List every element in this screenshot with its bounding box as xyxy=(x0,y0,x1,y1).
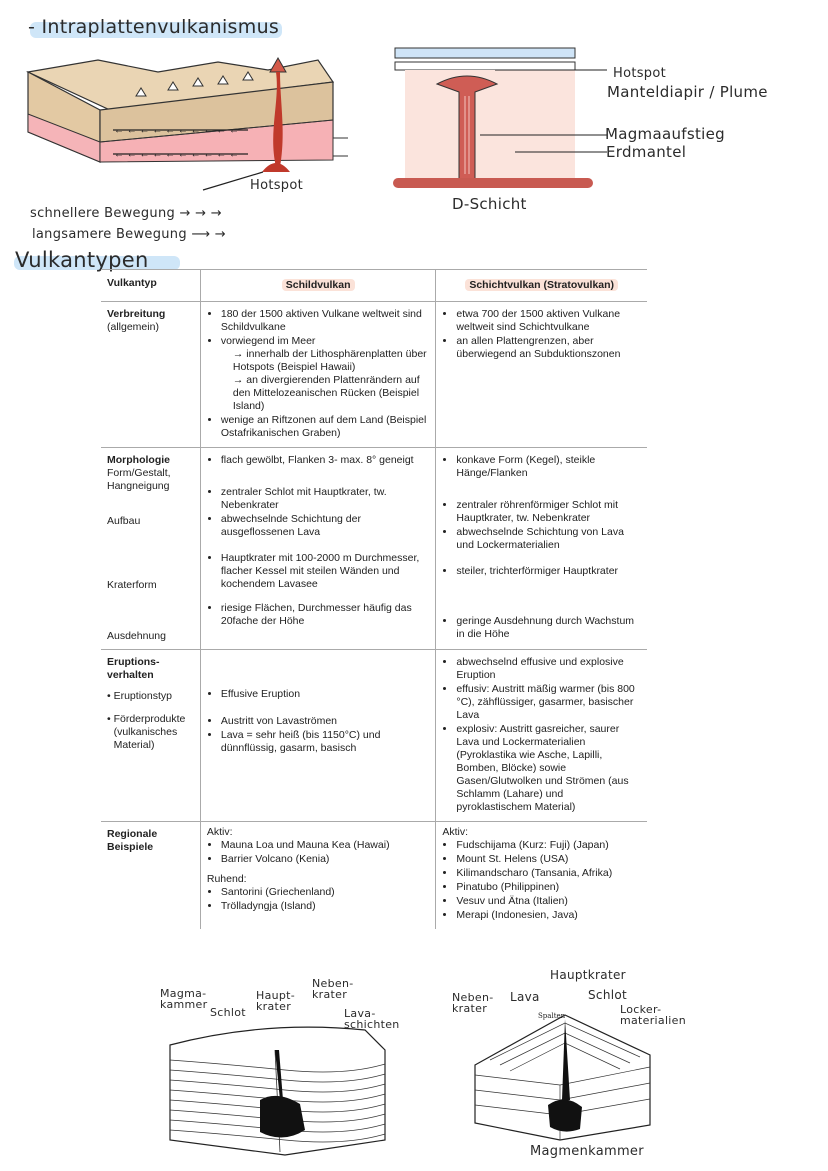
row-beispiele xyxy=(101,822,647,930)
list-item: • Pinatubo (Philippinen) xyxy=(456,881,641,894)
aktiv-label: Aktiv: xyxy=(442,826,469,838)
plume-diagram xyxy=(385,40,615,200)
d-layer-label: D-Schicht xyxy=(452,195,527,213)
row-eruption: Eruptions-verhalten • Eruptionstyp • Förderprodukte (vulkanisches Material) • Effusive Eruption • Austritt von Lavaströmen • Lava = sehr heiß (bis 1150°C) und dünnflüssig, gasarm, basisch • abwechselnd effusive und explosive Eruption • effusiv: Austritt mäßig warmer (bis 800 °C), zähflüssiger, gasarmer, basischer Lava • explosiv: Austritt gasreicher, saurer Lava und Lockermaterialien (Pyroklastika wie Asche, Lapilli, Bomben, Blöcke) sowie Gasen/Glutwolken und Strömen (aus Schlamm (Lahare) und pyroklastischem Material) xyxy=(101,650,647,822)
list-item: vorwiegend im Meer xyxy=(220,335,316,347)
list-item: • Merapi (Indonesien, Java) xyxy=(456,909,641,922)
strato-label-neben: Neben-krater xyxy=(452,991,494,1015)
list-item: • Santorini (Griechenland) xyxy=(221,886,430,899)
strato-label-magma: Magmenkammer xyxy=(530,1144,644,1159)
svg-text:← ← ← ← ← ← ← ← ← ←: ← ← ← ← ← ← ← ← ← ← xyxy=(114,125,240,136)
hotspot-block-diagram xyxy=(18,42,358,202)
header-schichtvulkan: Schichtvulkan (Stratovulkan) xyxy=(465,279,618,291)
strato-label-locker: Locker-materialien xyxy=(620,1003,687,1027)
table-header-row xyxy=(101,270,647,302)
list-item: • Barrier Volcano (Kenia) xyxy=(221,853,430,866)
svg-text:← ← ← ← ← ← ← ← ← ←: ← ← ← ← ← ← ← ← ← ← xyxy=(114,149,240,160)
list-item: • wenige an Riftzonen auf dem Land (Beispiel Ostafrikanischen Graben) xyxy=(221,414,430,440)
plume-label-mantel: Erdmantel xyxy=(606,143,687,161)
list-item: • abwechselnde Schichtung der ausgeflossenen Lava xyxy=(221,513,430,539)
list-item: • zentraler Schlot mit Hauptkrater, tw. Nebenkrater xyxy=(221,486,430,512)
plume-label-plume: Manteldiapir / Plume xyxy=(607,83,768,101)
vulkantypen-table xyxy=(101,269,647,929)
list-item: → an divergierenden Plattenrändern auf den Mittelozeanischen Rücken (Beispiel Island) xyxy=(232,374,420,412)
list-item: • flach gewölbt, Flanken 3- max. 8° geneigt xyxy=(221,454,430,467)
label-aufbau: Aufbau xyxy=(107,515,141,527)
shield-volcano-sketch xyxy=(165,1020,395,1160)
row-morphologie xyxy=(101,448,647,650)
row-verbreitung xyxy=(101,302,647,448)
list-item: • Austritt von Lavaströmen xyxy=(221,715,430,728)
strato-label-spalten: Spalten xyxy=(538,1012,566,1020)
label-eruptionstyp: Eruptionstyp xyxy=(113,690,172,702)
list-item: • etwa 700 der 1500 aktiven Vulkane weltweit sind Schichtvulkane xyxy=(456,308,641,334)
list-item: • 180 der 1500 aktiven Vulkane weltweit sind Schildvulkane xyxy=(221,308,430,334)
list-item: → innerhalb der Lithosphärenplatten über Hotspots (Beispiel Hawaii) xyxy=(232,348,427,373)
label-kraterform: Kraterform xyxy=(107,579,157,591)
list-item: • Vesuv und Ätna (Italien) xyxy=(456,895,641,908)
list-item: • geringe Ausdehnung durch Wachstum in die Höhe xyxy=(456,615,641,641)
list-item: • Kilimandscharo (Tansania, Afrika) xyxy=(456,867,641,880)
label-foerderprodukte: Förderprodukte (vulkanisches Material) xyxy=(113,713,186,751)
list-item: • Hauptkrater mit 100-2000 m Durchmesser, flacher Kessel mit steilen Wänden und kochendem Lavasee xyxy=(221,552,430,591)
label-beispiele: Regionale Beispiele xyxy=(107,828,158,853)
strato-label-lava: Lava xyxy=(510,990,540,1004)
list-item: • abwechselnd effusive und explosive Eruption xyxy=(456,656,641,682)
shield-label-haupt: Haupt-krater xyxy=(256,989,296,1013)
heading-vulkantypen: Vulkantypen xyxy=(15,248,149,272)
sublabel-verbreitung: (allgemein) xyxy=(107,321,159,333)
shield-label-schlot: Schlot xyxy=(210,1006,246,1019)
aktiv-label: Aktiv: xyxy=(206,826,233,838)
label-eruption: Eruptions-verhalten xyxy=(107,656,160,681)
list-item: • Mauna Loa und Mauna Kea (Hawai) xyxy=(221,839,430,852)
list-item: • steiler, trichterförmiger Hauptkrater xyxy=(456,565,641,578)
list-item: • Mount St. Helens (USA) xyxy=(456,853,641,866)
strato-label-schlot: Schlot xyxy=(588,988,628,1002)
header-schildvulkan: Schildvulkan xyxy=(282,279,355,291)
list-item: • konkave Form (Kegel), steikle Hänge/Flanken xyxy=(456,454,641,480)
legend-slow: langsamere Bewegung ⟶ → xyxy=(32,227,226,242)
list-item: • an allen Plattengrenzen, aber überwiegend an Subduktionszonen xyxy=(456,335,641,361)
list-item: • abwechselnde Schichtung von Lava und Lockermaterialien xyxy=(456,526,641,552)
list-item: • riesige Flächen, Durchmesser häufig das 20fache der Höhe xyxy=(221,602,430,628)
plume-label-hotspot: Hotspot xyxy=(613,66,667,81)
list-item: • Lava = sehr heiß (bis 1150°C) und dünnflüssig, gasarm, basisch xyxy=(221,729,430,755)
list-item: • Effusive Eruption xyxy=(221,688,430,701)
list-item: • explosiv: Austritt gasreicher, saurer Lava und Lockermaterialien (Pyroklastika wie Asche, Lapilli, Bomben, Blöcke) sowie Gasen/Glutwolken und Strömen (aus Schlamm (Lahare) und pyroklastischem Material) xyxy=(456,723,641,814)
shield-label-lava: Lava-schichten xyxy=(344,1007,400,1031)
list-item: • effusiv: Austritt mäßig warmer (bis 800 °C), zähflüssiger, gasarmer, basischer Lava xyxy=(456,683,641,722)
shield-label-neben: Neben-krater xyxy=(312,977,354,1001)
label-ausdehnung: Ausdehnung xyxy=(107,630,166,642)
sublabel-morphologie: Form/Gestalt, Hangneigung xyxy=(107,467,171,492)
label-morphologie: Morphologie xyxy=(107,454,170,466)
list-item: • Fudschijama (Kurz: Fuji) (Japan) xyxy=(456,839,641,852)
shield-label-magma: Magma-kammer xyxy=(160,987,208,1011)
plume-label-magma: Magmaaufstieg xyxy=(605,125,725,143)
ruhend-label: Ruhend: xyxy=(206,873,247,885)
list-item: • zentraler röhrenförmiger Schlot mit Hauptkrater, tw. Nebenkrater xyxy=(456,499,641,525)
legend-fast: schnellere Bewegung → → → xyxy=(30,206,222,221)
strato-label-haupt: Hauptkrater xyxy=(550,968,626,982)
hotspot-label: Hotspot xyxy=(250,178,304,193)
label-verbreitung: Verbreitung xyxy=(107,308,166,320)
list-item: • Trölladyngja (Island) xyxy=(221,900,430,913)
header-vulkantyp: Vulkantyp xyxy=(101,270,200,302)
heading-intraplate: - Intraplattenvulkanismus xyxy=(28,16,280,38)
